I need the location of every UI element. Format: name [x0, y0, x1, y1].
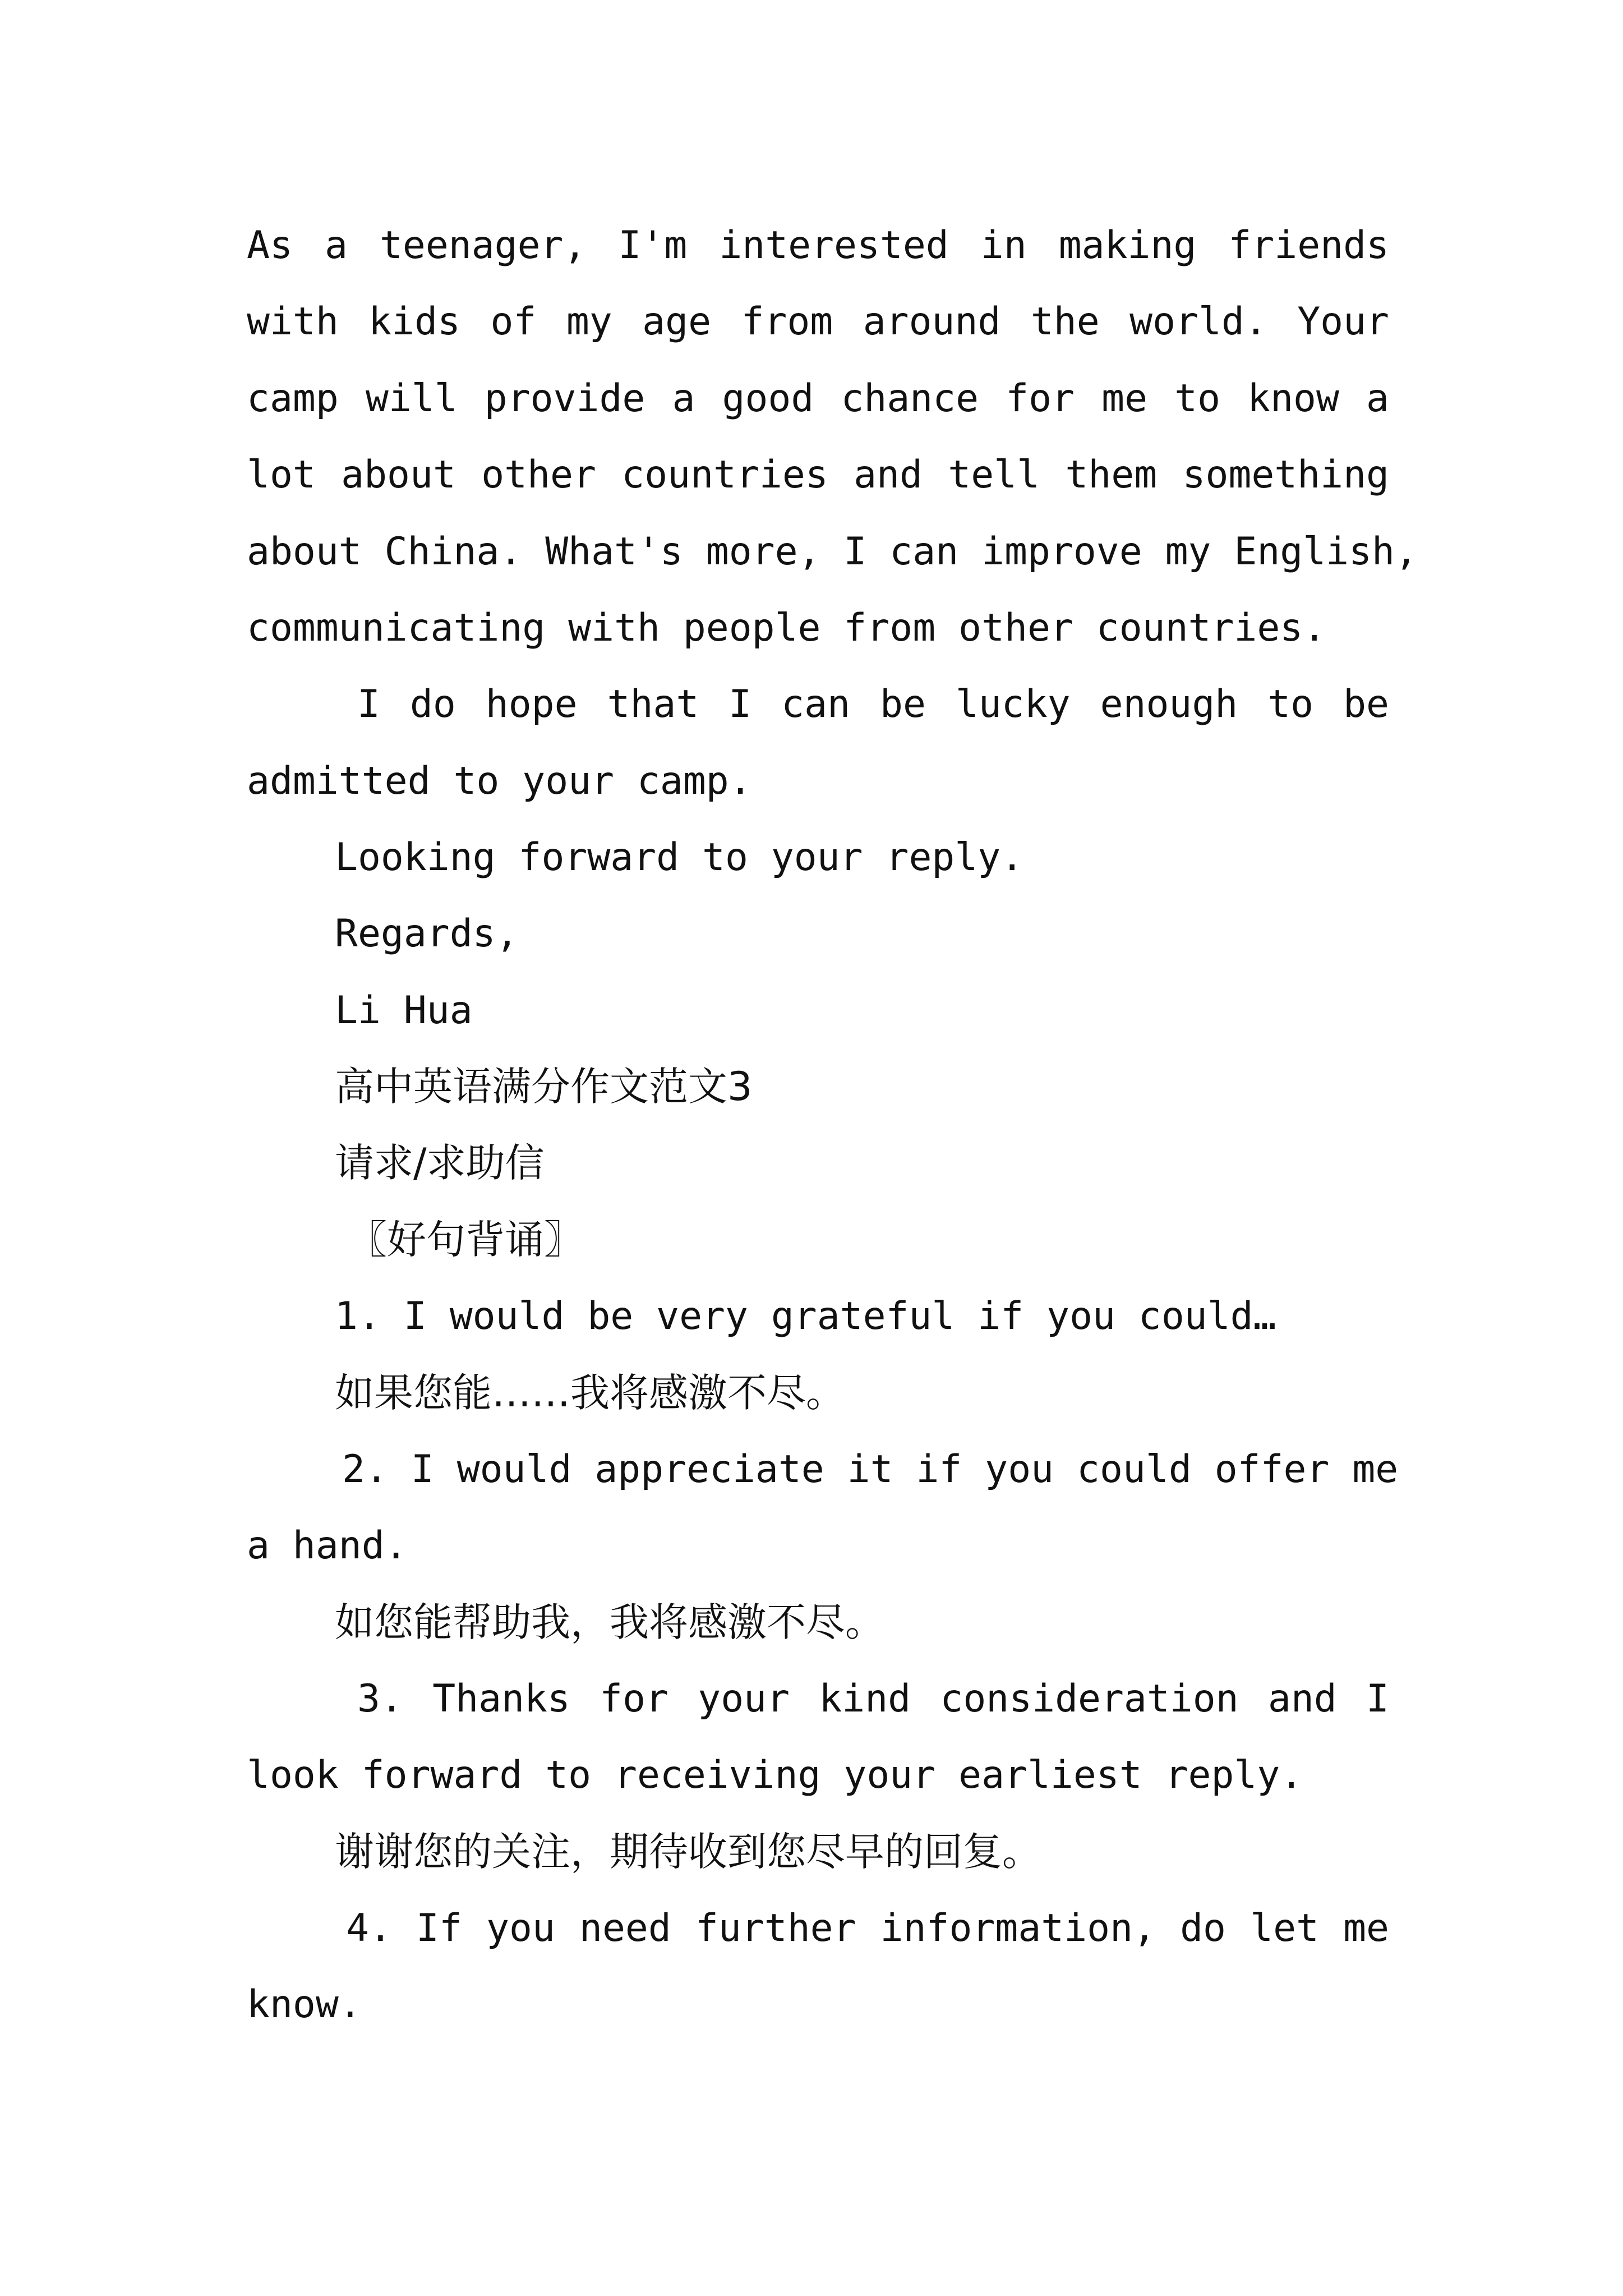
paragraph-line-7: I do hope that I can be lucky enough to be: [357, 682, 1389, 726]
paragraph-line-2: with kids of my age from around the world. Your: [247, 300, 1389, 344]
regards-line: Regards,: [335, 912, 519, 956]
paragraph-line-3: camp will provide a good chance for me to know a: [247, 376, 1389, 421]
section-title: 高中英语满分作文范文3: [335, 1064, 753, 1110]
sentence-1-chinese: 如果您能……我将感激不尽。: [335, 1370, 845, 1416]
sentence-2-english-line-2: a hand.: [247, 1524, 408, 1568]
sentence-4-english-line-2: know.: [247, 1982, 362, 2027]
sentence-2-english-line-1: 2. I would appreciate it if you could offer me: [342, 1447, 1399, 1492]
section-heading: 〖好句背诵〗: [348, 1217, 583, 1263]
sentence-1-english: 1. I would be very grateful if you could…: [335, 1294, 1276, 1338]
sentence-4-english-line-1: 4. If you need further information, do let me: [346, 1906, 1389, 1950]
signature-line: Li Hua: [335, 988, 473, 1033]
paragraph-line-4: lot about other countries and tell them something: [247, 453, 1389, 497]
sentence-3-english-line-1: 3. Thanks for your kind consideration and I: [357, 1677, 1389, 1721]
sentence-2-chinese: 如您能帮助我，我将感激不尽。: [335, 1599, 884, 1645]
paragraph-line-6: communicating with people from other countries.: [247, 606, 1326, 650]
paragraph-line-1: As a teenager, I'm interested in making friends: [247, 223, 1389, 268]
paragraph-line-8: admitted to your camp.: [247, 759, 752, 803]
sentence-3-chinese: 谢谢您的关注，期待收到您尽早的回复。: [335, 1829, 1041, 1875]
closing-line: Looking forward to your reply.: [335, 835, 1024, 880]
sentence-3-english-line-2: look forward to receiving your earliest reply.: [247, 1753, 1303, 1797]
paragraph-line-5: about China. What's more, I can improve my English,: [247, 530, 1418, 574]
section-subtitle: 请求/求助信: [335, 1140, 545, 1186]
